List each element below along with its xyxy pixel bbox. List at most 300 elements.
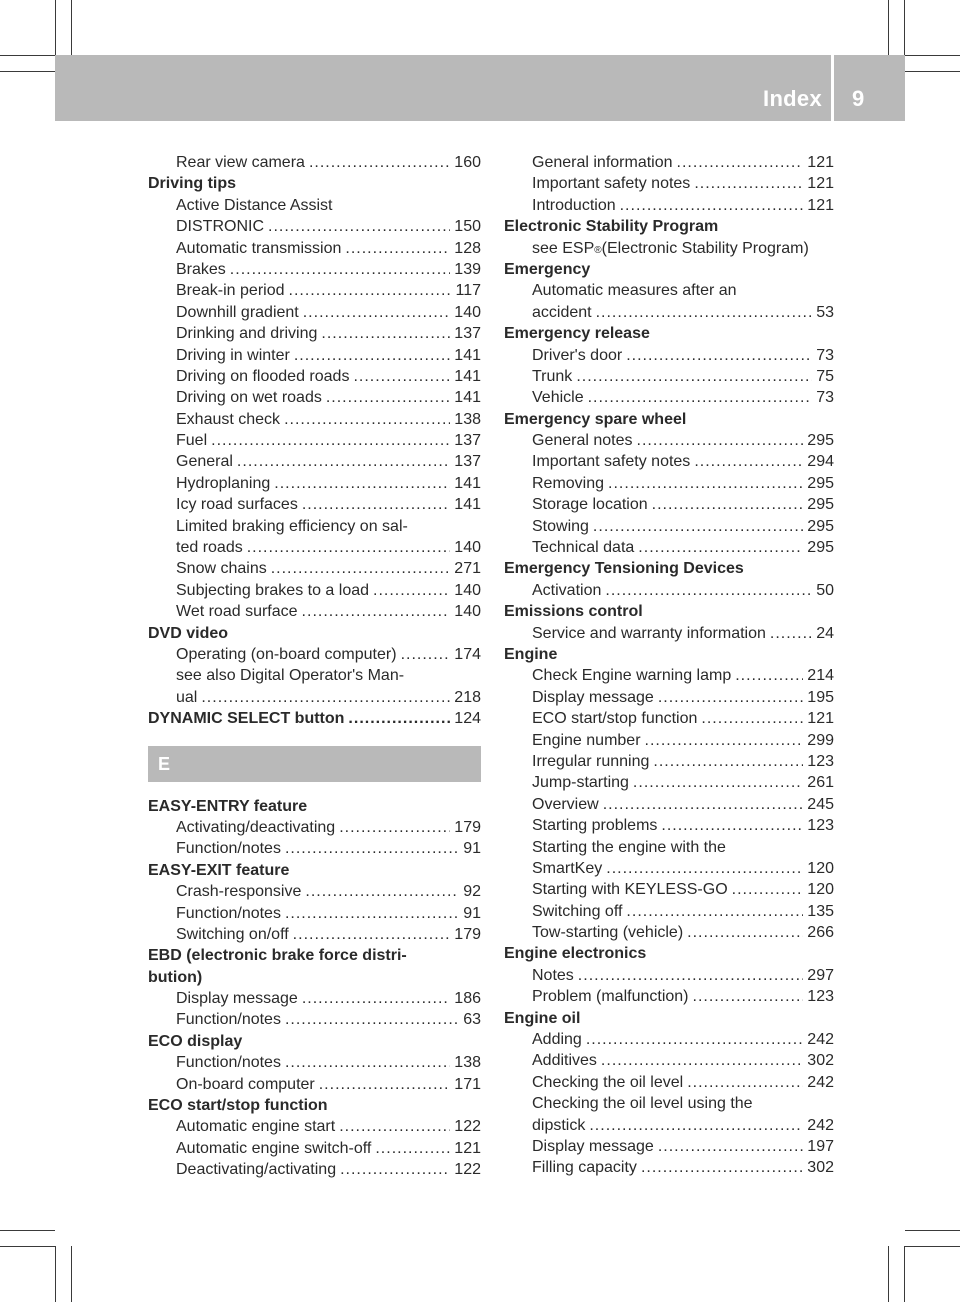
page-reference[interactable]: 299 [807,731,834,749]
page-reference[interactable]: 141 [454,346,481,364]
index-entry[interactable] [148,1009,481,1030]
page-reference[interactable]: 50 [816,581,834,599]
index-entry[interactable] [148,366,481,387]
entry-text: EASY-ENTRY feature [148,797,308,815]
index-entry[interactable] [504,922,834,943]
index-entry[interactable] [148,1138,481,1159]
page-reference[interactable]: 295 [807,539,834,557]
dot-leader [319,1074,451,1095]
entry-text: Jump-starting [532,774,629,792]
entry-text: EBD (electronic brake force distri- [148,947,407,965]
entry-text: Function/notes [176,840,281,858]
dot-leader [285,838,459,859]
dot-leader [606,858,803,879]
page-reference[interactable]: 297 [807,966,834,984]
entry-text: Hydroplaning [176,474,271,492]
entry-text: Storage location [532,496,648,514]
index-entry[interactable] [504,366,834,387]
entry-text: Additives [532,1052,597,1070]
page-reference[interactable]: 266 [807,924,834,942]
page-reference[interactable]: 121 [807,710,834,728]
dot-leader [201,687,450,708]
entry-text: Filling capacity [532,1159,637,1177]
crop-mark [71,1246,72,1302]
dot-leader [302,988,450,1009]
dot-leader [637,430,804,451]
page-reference[interactable]: 123 [807,752,834,770]
dot-leader [701,708,803,729]
entry-text: ECO display [148,1032,243,1050]
index-entry[interactable] [504,473,834,494]
dot-leader [274,473,450,494]
page-reference[interactable]: 295 [807,517,834,535]
entry-text: Limited braking efficiency on sal- [176,517,408,535]
index-heading [504,601,834,622]
index-entry[interactable] [148,881,481,902]
dot-leader [601,1050,803,1071]
dot-leader [340,1159,450,1180]
page-reference[interactable]: 121 [807,154,834,171]
entry-text: Removing [532,474,605,492]
index-entry [148,665,481,686]
dot-leader [770,623,812,644]
dot-leader [677,152,804,173]
entry-text: Function/notes [176,1011,281,1029]
entry-text: Automatic engine switch-off [176,1139,372,1157]
entry-text: Driving in winter [176,346,290,364]
index-entry[interactable] [504,1136,834,1157]
crop-mark [71,0,72,55]
dot-leader [589,1115,803,1136]
index-entry[interactable] [148,1116,481,1137]
dot-leader [645,730,804,751]
page-reference[interactable]: 137 [454,432,481,450]
index-heading[interactable] [148,708,481,729]
index-entry[interactable] [504,665,834,686]
page-reference[interactable]: 63 [463,1011,481,1029]
entry-text: Checking the oil level [532,1073,684,1091]
index-entry[interactable] [504,580,834,601]
dot-leader [652,494,804,515]
entry-text: General notes [532,432,633,450]
index-entry[interactable] [148,580,481,601]
index-entry[interactable] [148,409,481,430]
index-entry[interactable] [504,623,834,644]
index-entry[interactable] [148,216,481,237]
crop-mark [0,1230,55,1231]
index-entry[interactable] [504,986,834,1007]
page-reference[interactable]: 245 [807,795,834,813]
index-heading [148,860,481,881]
page-reference[interactable]: 141 [454,389,481,407]
entry-text: Driving tips [148,175,237,193]
index-entry[interactable] [148,558,481,579]
page-reference[interactable]: 261 [807,774,834,792]
crop-mark [55,1246,56,1302]
dot-leader [211,430,450,451]
index-entry[interactable] [148,537,481,558]
crop-mark [55,0,56,55]
page-reference[interactable]: 295 [807,432,834,450]
index-heading [504,1008,834,1029]
dot-leader [735,665,803,686]
crop-mark [905,71,960,72]
index-entry[interactable] [148,817,481,838]
index-entry[interactable] [504,815,834,836]
index-entry [504,280,834,301]
index-entry[interactable] [504,516,834,537]
index-entry[interactable] [148,988,481,1009]
dot-leader [694,173,803,194]
page-reference[interactable]: 171 [454,1075,481,1093]
entry-text: Important safety notes [532,175,691,193]
index-entry[interactable] [148,451,481,472]
page-reference[interactable]: 91 [463,904,481,922]
index-entry[interactable] [148,387,481,408]
index-entry[interactable] [504,152,834,173]
page-reference[interactable]: 294 [807,453,834,471]
entry-text: Checking the oil level using the [532,1095,753,1113]
entry-text: Fuel [176,432,208,450]
dot-leader [596,302,813,323]
index-entry[interactable] [504,1115,834,1136]
dot-leader [293,924,451,945]
entry-text: DVD video [148,624,229,642]
dot-leader [732,879,804,900]
index-entry[interactable] [148,152,481,173]
page-reference[interactable]: 73 [816,389,834,407]
page-reference[interactable]: 122 [454,1118,481,1136]
page-reference[interactable]: 295 [807,496,834,514]
index-entry[interactable] [148,1052,481,1073]
entry-text: Stowing [532,517,589,535]
page-reference[interactable]: 122 [454,1161,481,1179]
entry-text: Deactivating/activating [176,1161,337,1179]
dot-leader [694,451,803,472]
entry-text: ted roads [176,539,243,557]
index-heading [148,967,481,988]
page-reference[interactable]: 140 [454,539,481,557]
index-heading [504,409,834,430]
page-reference[interactable]: 121 [454,1139,481,1157]
page-reference[interactable]: 174 [454,645,481,663]
entry-text: Driving on flooded roads [176,367,350,385]
entry-text: ECO start/stop function [148,1097,328,1115]
dot-leader [605,580,812,601]
index-heading [148,1031,481,1052]
page-reference[interactable]: 160 [454,154,481,171]
page-reference[interactable]: 139 [454,260,481,278]
dot-leader [230,259,451,280]
index-entry[interactable] [504,173,834,194]
index-entry[interactable] [504,494,834,515]
index-entry[interactable] [148,323,481,344]
dot-leader [693,986,804,1007]
dot-leader [285,1009,459,1030]
page-reference[interactable]: 218 [454,688,481,706]
entry-text: dipstick [532,1116,586,1134]
entry-text: Active Distance Assist [176,196,333,214]
entry-text: Rear view camera [176,154,305,171]
entry-text: Display message [532,1137,654,1155]
crop-mark [888,1246,889,1302]
index-entry [148,195,481,216]
index-entry[interactable] [148,1159,481,1180]
dot-leader [687,1072,803,1093]
entry-text: see also Digital Operator's Man- [176,667,405,685]
entry-text: Driving on wet roads [176,389,322,407]
page-reference[interactable]: 302 [807,1159,834,1177]
entry-text: Brakes [176,260,226,278]
index-entry[interactable] [504,708,834,729]
index-heading [148,1095,481,1116]
dot-leader [620,195,804,216]
page-reference[interactable]: 92 [463,883,481,901]
index-entry[interactable] [504,345,834,366]
dot-leader [373,580,450,601]
dot-leader [658,687,803,708]
entry-text: Automatic transmission [176,239,342,257]
page-reference[interactable]: 140 [454,603,481,621]
entry-text: Engine number [532,731,641,749]
dot-leader [661,815,803,836]
page-reference[interactable]: 242 [807,1031,834,1049]
page-reference[interactable]: 141 [454,367,481,385]
index-entry[interactable] [504,901,834,922]
index-entry[interactable] [148,430,481,451]
page-reference[interactable]: 123 [807,817,834,835]
dot-leader [284,409,450,430]
page-reference[interactable]: 73 [816,346,834,364]
index-entry[interactable] [148,238,481,259]
index-entry[interactable] [504,772,834,793]
entry-text: Emergency Tensioning Devices [504,560,744,578]
crop-mark [904,0,905,55]
index-heading [148,173,481,194]
entry-text: Switching off [532,902,623,920]
index-entry[interactable] [504,1050,834,1071]
index-entry[interactable] [504,1072,834,1093]
page-reference[interactable]: 123 [807,988,834,1006]
page-reference[interactable]: 271 [454,560,481,578]
entry-text: Driver's door [532,346,623,364]
index-entry[interactable] [148,644,481,665]
page-reference[interactable]: 242 [807,1116,834,1134]
page-reference[interactable]: 140 [454,581,481,599]
dot-leader [326,387,450,408]
entry-text: ECO start/stop function [532,710,698,728]
index-entry[interactable] [504,858,834,879]
entry-text: Emergency spare wheel [504,410,687,428]
dot-leader [348,708,450,729]
dot-leader [633,772,803,793]
index-entry[interactable] [504,965,834,986]
dot-leader [285,1052,450,1073]
page-reference[interactable]: 179 [454,818,481,836]
dot-leader [641,1157,803,1178]
page-reference[interactable]: 91 [463,840,481,858]
entry-text: Irregular running [532,752,650,770]
dot-leader [339,1116,450,1137]
crop-mark [904,1246,905,1302]
index-entry[interactable] [504,1157,834,1178]
page-reference[interactable]: 24 [816,624,834,642]
entry-text: see ESP [532,239,595,257]
entry-text: Display message [176,990,298,1008]
index-entry[interactable] [504,430,834,451]
dot-leader [309,152,450,173]
entry-text: Wet road surface [176,603,298,621]
index-entry[interactable] [504,537,834,558]
index-entry[interactable] [504,302,834,323]
page-reference[interactable]: 141 [454,474,481,492]
page-number: 9 [852,86,865,111]
entry-text: EASY-EXIT feature [148,861,290,879]
index-entry[interactable] [148,280,481,301]
entry-text: Automatic engine start [176,1118,336,1136]
index-entry[interactable] [148,259,481,280]
entry-text: Drinking and driving [176,325,318,343]
dot-leader [626,345,812,366]
dot-leader [586,1029,803,1050]
index-entry[interactable] [504,687,834,708]
dot-leader [687,922,803,943]
index-entry[interactable] [148,302,481,323]
index-entry[interactable] [148,1074,481,1095]
entry-text: ual [176,688,198,706]
dot-leader [285,903,459,924]
page-reference[interactable]: 75 [816,367,834,385]
page-reference[interactable]: 135 [807,902,834,920]
index-entry[interactable] [148,924,481,945]
index-entry[interactable] [148,838,481,859]
page-reference[interactable]: 195 [807,688,834,706]
entry-text: Exhaust check [176,410,281,428]
page-reference[interactable]: 124 [454,710,481,728]
dot-leader [302,494,450,515]
page-reference[interactable]: 120 [807,859,834,877]
index-entry[interactable] [504,387,834,408]
entry-text: DYNAMIC SELECT button [148,710,345,728]
page-reference[interactable]: 214 [807,667,834,685]
dot-leader [578,965,804,986]
index-heading [504,943,834,964]
index-entry[interactable] [148,345,481,366]
crop-mark [905,55,960,56]
page-title: Index [763,86,822,111]
dot-leader [401,644,451,665]
page-reference[interactable]: 186 [454,990,481,1008]
entry-text: Downhill gradient [176,303,299,321]
crop-mark [888,0,889,55]
entry-text: Break-in period [176,282,285,300]
index-heading [504,644,834,665]
page-reference[interactable]: 141 [454,496,481,514]
index-column-left [148,152,481,1181]
index-entry[interactable] [504,451,834,472]
dot-leader [653,751,803,772]
entry-text: Starting the engine with the [532,838,726,856]
dot-leader [608,473,803,494]
page-reference[interactable]: 138 [454,1054,481,1072]
dot-leader [302,601,451,622]
page-reference[interactable]: 128 [454,239,481,257]
page-reference[interactable]: 121 [807,196,834,214]
page-reference[interactable]: 242 [807,1073,834,1091]
entry-text: Important safety notes [532,453,691,471]
page-reference[interactable]: 121 [807,175,834,193]
page-reference[interactable]: 120 [807,881,834,899]
index-entry[interactable] [148,494,481,515]
page-reference[interactable]: 137 [454,453,481,471]
index-entry[interactable] [504,751,834,772]
page-reference[interactable]: 53 [816,303,834,321]
index-entry[interactable] [504,879,834,900]
page-reference[interactable]: 295 [807,474,834,492]
entry-text: General [176,453,233,471]
page-reference[interactable]: 302 [807,1052,834,1070]
dot-leader [353,366,450,387]
index-entry[interactable] [504,730,834,751]
entry-text: Activation [532,581,602,599]
entry-text: Service and warranty information [532,624,766,642]
index-entry[interactable] [504,1029,834,1050]
entry-text: Engine electronics [504,945,647,963]
entry-text: Electronic Stability Program [504,218,719,236]
crop-mark [0,1246,55,1247]
section-letter-header: E [148,746,481,782]
dot-leader [237,451,450,472]
dot-leader [271,558,451,579]
index-entry[interactable] [504,794,834,815]
index-entry[interactable] [504,195,834,216]
entry-text: Display message [532,688,654,706]
page-reference[interactable]: 179 [454,925,481,943]
entry-text: Adding [532,1031,582,1049]
index-heading [148,945,481,966]
entry-text: Function/notes [176,904,281,922]
entry-text: Switching on/off [176,925,289,943]
crop-mark [0,55,55,56]
dot-leader [345,238,450,259]
entry-text: On-board computer [176,1075,315,1093]
index-entry[interactable] [148,473,481,494]
index-entry[interactable] [148,687,481,708]
entry-text: Check Engine warning lamp [532,667,732,685]
index-entry[interactable] [148,601,481,622]
dot-leader [303,302,451,323]
dot-leader [626,901,803,922]
page-reference[interactable]: 137 [454,325,481,343]
dot-leader [247,537,451,558]
entry-text: Notes [532,966,574,984]
page-reference[interactable]: 150 [454,218,481,236]
entry-text: Engine [504,645,558,663]
page-reference[interactable]: 138 [454,410,481,428]
entry-text: Starting with KEYLESS-GO [532,881,728,899]
entry-text: DISTRONIC [176,218,264,236]
entry-text: Trunk [532,367,573,385]
dot-leader [289,280,452,301]
entry-text: Emergency [504,260,591,278]
entry-text: SmartKey [532,859,603,877]
dot-leader [658,1136,803,1157]
index-entry[interactable] [148,903,481,924]
page-reference[interactable]: 197 [807,1137,834,1155]
page-reference[interactable]: 140 [454,303,481,321]
page-reference[interactable]: 117 [455,282,481,300]
entry-text: Snow chains [176,560,267,578]
